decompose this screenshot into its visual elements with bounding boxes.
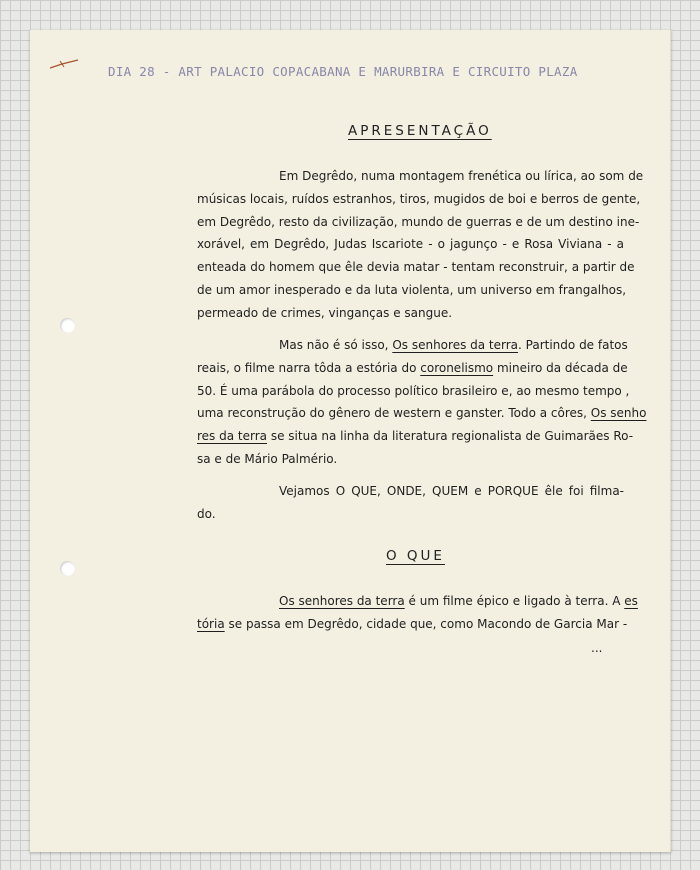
document-page [30,30,671,852]
paragraph-o-que [197,590,638,636]
text-line: res da terra se situa na linha da literatura regionalista de Guimarães Ro- [197,429,634,444]
film-title-underlined: Os senhores da terra [392,338,519,352]
text-line: sa e de Mário Palmério. [197,451,338,466]
underlined-fragment: tória [197,616,225,631]
underlined-term: coronelismo [420,360,494,375]
text-line: tória se passa em Degrêdo, cidade que, como Macondo de Garcia Mar - [197,616,628,631]
text-line: reais, o filme narra tôda a estória do coronelismo mineiro da década de [197,360,628,375]
text-line: 50. É uma parábola do processo político brasileiro e, ao mesmo tempo , [197,383,630,398]
punch-hole [60,561,75,576]
text-line: xorável, em Degrêdo, Judas Iscariote - o jagunço - e Rosa Viviana - a [197,237,624,252]
continuation-mark: ... [591,641,603,655]
text-line: uma reconstrução do gênero de western e ganster. Todo a côres, Os senho [197,406,647,421]
text-line: de um amor inesperado e da luta violenta, um universo em frangalhos, [197,282,627,297]
pencil-mark-icon [48,58,80,70]
text-line: Mas não é só isso, Os senhores da terra. Partindo de fatos [279,338,628,352]
paragraph-outline [197,480,624,526]
text-line: em Degrêdo, resto da civilização, mundo de guerras e de um destino ine- [197,214,640,229]
typed-header-stamp: DIA 28 - ART PALACIO COPACABANA E MARURBIRA E CIRCUITO PLAZA [108,64,578,79]
text-line: enteada do homem que êle devia matar - tentam reconstruir, a partir de [197,260,635,275]
film-title-underlined: Os senhores da terra [279,594,405,608]
film-title-underlined: Os senho [590,406,647,421]
text-line: permeado de crimes, vinganças e sangue. [197,305,453,320]
text-line: Vejamos O QUE, ONDE, QUEM e PORQUE êle foi filma- [279,484,624,498]
underlined-fragment: es [624,594,638,608]
paragraph-intro [197,165,644,325]
punch-hole [60,318,75,333]
section-heading-o-que: O QUE [386,548,445,564]
paragraph-context [197,334,647,471]
section-heading-apresentacao: APRESENTAÇÃO [348,123,492,139]
text-line: músicas locais, ruídos estranhos, tiros, mugidos de boi e berros de gente, [197,191,641,206]
text-line: Os senhores da terra é um filme épico e ligado à terra. A es [279,594,638,608]
film-title-underlined: res da terra [197,429,268,444]
text-line: do. [197,506,216,521]
text-line: Em Degrêdo, numa montagem frenética ou lírica, ao som de [279,169,644,183]
